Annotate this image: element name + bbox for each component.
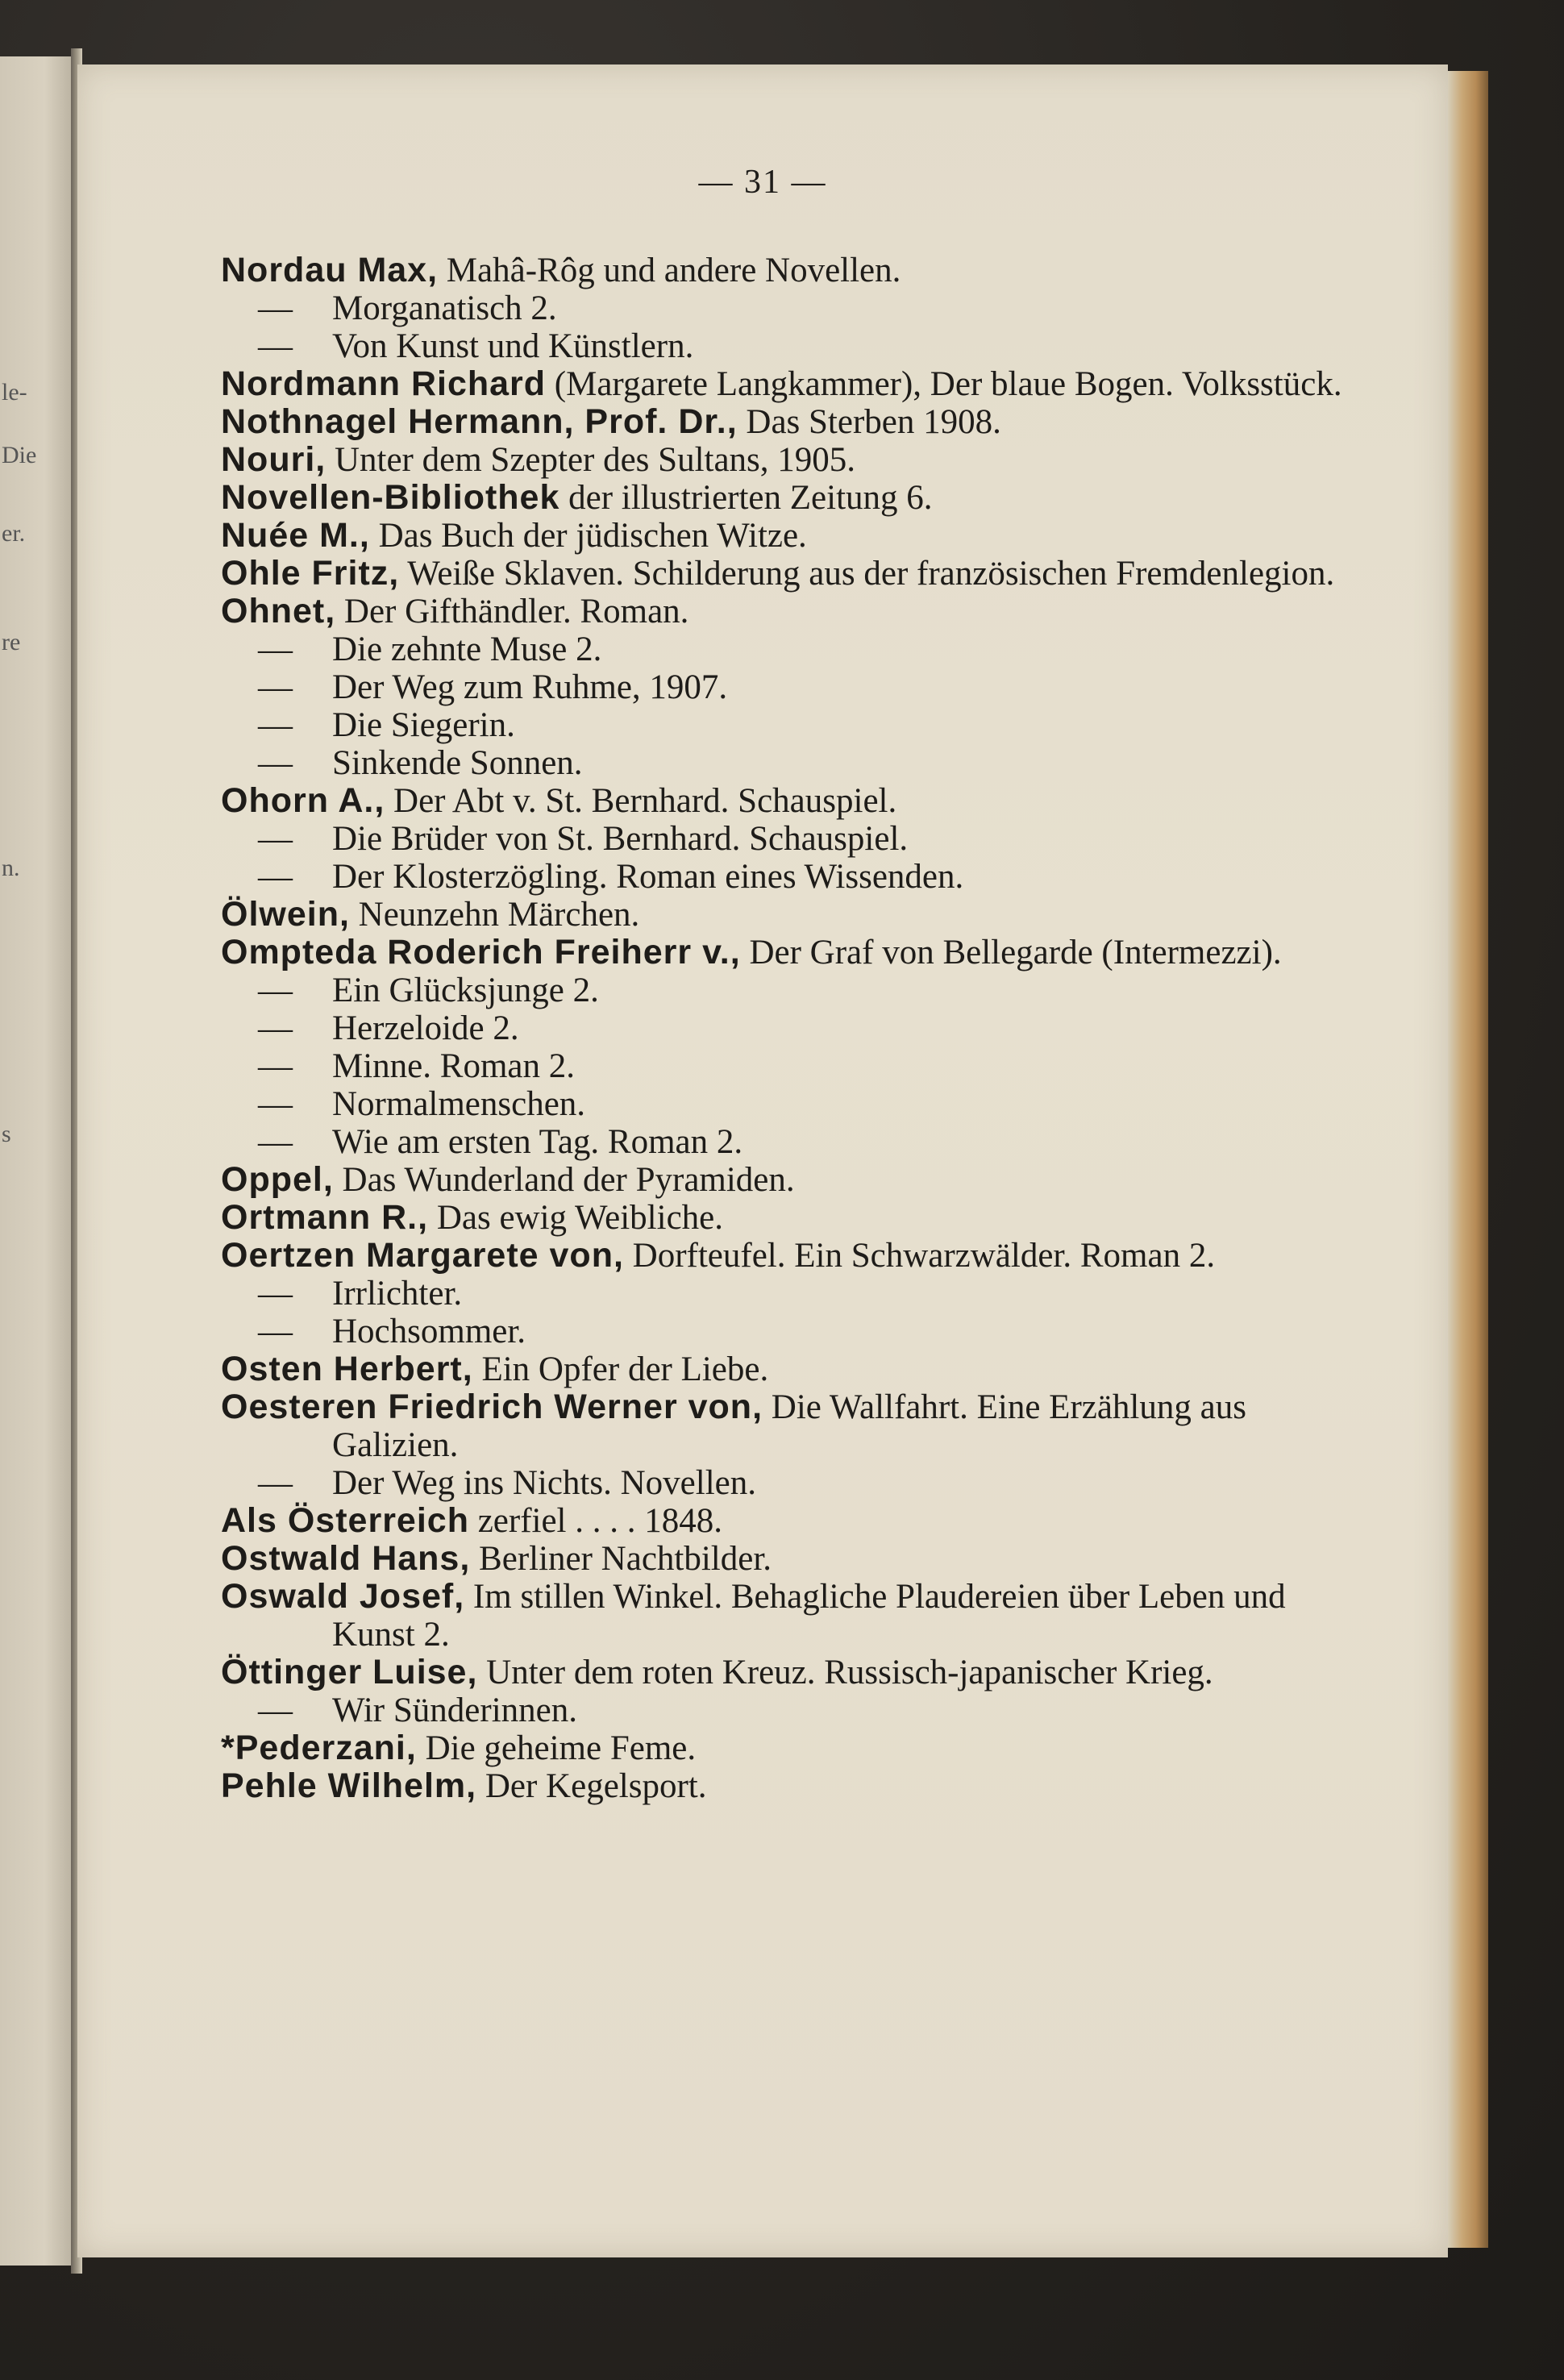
list-item (221, 1729, 1350, 1767)
author-name: Oswald Josef, (221, 1577, 465, 1616)
entry-title: Im stillen Winkel. Behagliche Plaudereien über Leben und Kunst 2. (332, 1578, 1286, 1654)
author-name: *Pederzani, (221, 1729, 417, 1767)
entry-title: Minne. Roman 2. (332, 1047, 575, 1085)
prev-page-fragment: re (2, 629, 21, 655)
list-item (221, 706, 1350, 744)
list-item (221, 1767, 1350, 1805)
entry-title: Das Sterben 1908. (737, 403, 1001, 441)
author-name: Oesteren Friedrich Werner von, (221, 1388, 763, 1426)
list-item (221, 1009, 1350, 1047)
list-item (221, 630, 1350, 668)
list-item (221, 327, 1350, 365)
author-name: Oppel, (221, 1160, 334, 1199)
list-item (221, 1540, 1350, 1578)
author-name: Nothnagel Hermann, Prof. Dr., (221, 402, 738, 441)
list-item (221, 1275, 1350, 1313)
author-name: Ölwein, (221, 895, 350, 934)
list-item (221, 896, 1350, 934)
list-item (221, 972, 1350, 1009)
list-item (221, 555, 1350, 593)
list-item (221, 1237, 1350, 1275)
ditto-dash: — (258, 327, 293, 365)
ditto-dash: — (258, 1009, 293, 1047)
entry-title: Weiße Sklaven. Schilderung aus der französischen Fremdenlegion. (399, 555, 1335, 593)
list-item (221, 782, 1350, 820)
entry-title: Das Buch der jüdischen Witze. (369, 517, 807, 555)
page-edges (1448, 71, 1488, 2248)
entry-title: Der Abt v. St. Bernhard. Schauspiel. (385, 782, 897, 820)
list-item (221, 1654, 1350, 1691)
author-name: Pehle Wilhelm, (221, 1766, 477, 1805)
page-number: — 31 — (698, 164, 827, 201)
entry-title: Die Wallfahrt. Eine Erzählung aus Galizien. (332, 1388, 1246, 1464)
ditto-dash: — (258, 1313, 293, 1350)
prev-page-fragment: n. (2, 855, 20, 881)
entry-title: Die Siegerin. (332, 706, 515, 744)
entry-title: Dorfteufel. Ein Schwarzwälder. Roman 2. (623, 1237, 1216, 1275)
list-item (221, 441, 1350, 479)
prev-page-fragment: le- (2, 379, 27, 406)
list-item (221, 365, 1350, 403)
entry-title: (Margarete Langkammer), Der blaue Bogen. Volksstück. (546, 365, 1342, 403)
author-name: Ostwald Hans, (221, 1539, 471, 1578)
ditto-dash: — (258, 1047, 293, 1085)
entry-title: Wir Sünderinnen. (332, 1691, 577, 1729)
entry-title: Normalmenschen. (332, 1085, 586, 1123)
bibliography-list (221, 252, 1350, 1805)
entry-title: Mahâ-Rôg und andere Novellen. (438, 252, 901, 289)
list-item (221, 820, 1350, 858)
entry-title: Irrlichter. (332, 1275, 463, 1313)
list-item (221, 479, 1350, 517)
entry-title: Der Graf von Bellegarde (Intermezzi). (740, 934, 1282, 972)
list-item (221, 1578, 1350, 1654)
entry-title: Von Kunst und Künstlern. (332, 327, 694, 365)
ditto-dash: — (258, 972, 293, 1009)
author-name: Nordau Max, (221, 251, 439, 289)
list-item (221, 1691, 1350, 1729)
list-item (221, 1502, 1350, 1540)
entry-title: zerfiel . . . . 1848. (468, 1502, 723, 1540)
author-name: Ohorn A., (221, 781, 385, 820)
ditto-dash: — (258, 1123, 293, 1161)
previous-page-edge (0, 56, 74, 2266)
list-item (221, 517, 1350, 555)
list-item (221, 289, 1350, 327)
author-name: Ompteda Roderich Freiherr v., (221, 933, 741, 972)
entry-title: Unter dem Szepter des Sultans, 1905. (326, 441, 856, 479)
entry-title: Wie am ersten Tag. Roman 2. (332, 1123, 743, 1161)
entry-title: Das Wunderland der Pyramiden. (333, 1161, 795, 1199)
list-item (221, 1199, 1350, 1237)
list-item (221, 593, 1350, 630)
list-item (221, 744, 1350, 782)
entry-title: Der Klosterzögling. Roman eines Wissenden. (332, 858, 964, 896)
entry-title: Der Gifthändler. Roman. (335, 593, 689, 630)
ditto-dash: — (258, 1691, 293, 1729)
ditto-dash: — (258, 630, 293, 668)
entry-title: Neunzehn Märchen. (349, 896, 640, 934)
prev-page-fragment: Die (2, 442, 37, 468)
list-item (221, 1313, 1350, 1350)
ditto-dash: — (258, 820, 293, 858)
ditto-dash: — (258, 1275, 293, 1313)
list-item (221, 668, 1350, 706)
list-item (221, 1388, 1350, 1464)
author-name: Ortmann R., (221, 1198, 429, 1237)
entry-title: Unter dem roten Kreuz. Russisch-japanischer Krieg. (477, 1654, 1213, 1691)
entry-title: Morganatisch 2. (332, 289, 557, 327)
ditto-dash: — (258, 668, 293, 706)
ditto-dash: — (258, 706, 293, 744)
entry-title: Die Brüder von St. Bernhard. Schauspiel. (332, 820, 909, 858)
entry-title: Sinkende Sonnen. (332, 744, 583, 782)
list-item (221, 1161, 1350, 1199)
list-item (221, 1085, 1350, 1123)
entry-title: Der Kegelsport. (476, 1767, 707, 1805)
entry-title: Ein Opfer der Liebe. (472, 1350, 769, 1388)
entry-title: der illustrierten Zeitung 6. (559, 479, 933, 517)
ditto-dash: — (258, 744, 293, 782)
book-page (77, 64, 1448, 2257)
author-name: Als Österreich (221, 1501, 469, 1540)
entry-title: Berliner Nachtbilder. (470, 1540, 772, 1578)
prev-page-fragment: s (2, 1121, 11, 1147)
ditto-dash: — (258, 1464, 293, 1502)
entry-title: Herzeloide 2. (332, 1009, 519, 1047)
list-item (221, 1047, 1350, 1085)
list-item (221, 252, 1350, 289)
author-name: Ohnet, (221, 592, 336, 630)
author-name: Nordmann Richard (221, 364, 547, 403)
entry-title: Ein Glücksjunge 2. (332, 972, 599, 1009)
author-name: Osten Herbert, (221, 1350, 473, 1388)
list-item (221, 1123, 1350, 1161)
entry-title: Die zehnte Muse 2. (332, 630, 602, 668)
list-item (221, 1350, 1350, 1388)
entry-title: Der Weg ins Nichts. Novellen. (332, 1464, 756, 1502)
author-name: Nouri, (221, 440, 327, 479)
entry-title: Der Weg zum Ruhme, 1907. (332, 668, 728, 706)
list-item (221, 1464, 1350, 1502)
ditto-dash: — (258, 1085, 293, 1123)
entry-title: Hochsommer. (332, 1313, 526, 1350)
author-name: Nuée M., (221, 516, 370, 555)
author-name: Novellen-Bibliothek (221, 478, 560, 517)
list-item (221, 934, 1350, 972)
entry-title: Die geheime Feme. (416, 1729, 697, 1767)
list-item (221, 403, 1350, 441)
ditto-dash: — (258, 289, 293, 327)
entry-title: Das ewig Weibliche. (428, 1199, 723, 1237)
author-name: Öttinger Luise, (221, 1653, 478, 1691)
prev-page-fragment: er. (2, 520, 26, 547)
list-item (221, 858, 1350, 896)
author-name: Oertzen Margarete von, (221, 1236, 624, 1275)
author-name: Ohle Fritz, (221, 554, 400, 593)
ditto-dash: — (258, 858, 293, 896)
